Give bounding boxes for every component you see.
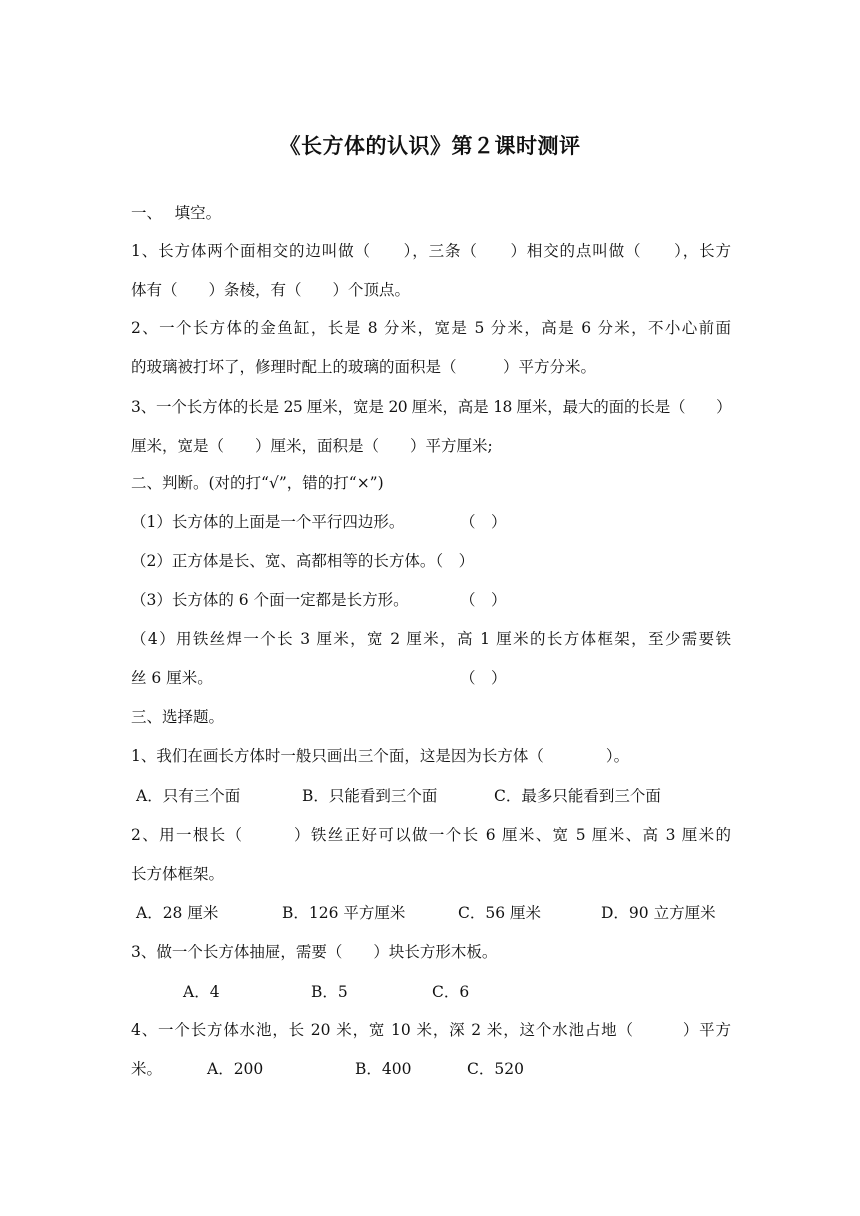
judge-item-2: （2）正方体是长、宽、高都相等的长方体。（ ）: [131, 552, 475, 570]
choice-q3: 3、做一个长方体抽屉，需要（ ）块长方形木板。: [131, 943, 498, 961]
fill-q1-line2: 体有（ ）条棱，有（ ）个顶点。: [131, 281, 411, 299]
choice-q4-option-c: C．520: [467, 1060, 524, 1078]
fill-q3-line1: 3、一个长方体的长是 25 厘米，宽是 20 厘米，高是 18 厘米，最大的面的长是（ ）: [131, 398, 731, 416]
section-judge-heading: 二、判断。(对的打“√”，错的打“×”): [131, 474, 384, 492]
choice-q3-option-b: B．5: [311, 983, 348, 1001]
choice-q1: 1、我们在画长方体时一般只画出三个面，这是因为长方体（ ）。: [131, 747, 630, 765]
judge-item-3: （3）长方体的 6 个面一定都是长方形。: [131, 591, 409, 609]
choice-q1-option-c: C．最多只能看到三个面: [494, 787, 661, 805]
judge-item-4-line2: 丝 6 厘米。: [131, 669, 213, 687]
choice-q1-option-b: B．只能看到三个面: [302, 787, 438, 805]
choice-q2-option-c: C．56 厘米: [458, 904, 542, 922]
section-fill-heading: 一、 填空。: [131, 204, 222, 222]
judge-item-3-answer: （ ）: [460, 591, 507, 609]
choice-q2-line2: 长方体框架。: [131, 865, 225, 883]
judge-item-4-line1: （4）用铁丝焊一个长 3 厘米，宽 2 厘米，高 1 厘米的长方体框架，至少需要铁: [131, 630, 731, 648]
fill-q2-line2: 的玻璃被打坏了，修理时配上的玻璃的面积是（ ）平方分米。: [131, 358, 597, 376]
choice-q2-option-a: A．28 厘米: [136, 904, 219, 922]
choice-q4-option-a: A．200: [207, 1060, 264, 1078]
choice-q4-line1: 4、一个长方体水池，长 20 米，宽 10 米，深 2 米，这个水池占地（ ）平方: [131, 1021, 731, 1039]
fill-q3-line2: 厘米，宽是（ ）厘米，面积是（ ）平方厘米;: [131, 437, 493, 455]
choice-q3-option-c: C．6: [432, 983, 470, 1001]
choice-q4-option-b: B．400: [355, 1060, 412, 1078]
fill-q2-line1: 2、一个长方体的金鱼缸，长是 8 分米，宽是 5 分米，高是 6 分米，不小心前面: [131, 319, 731, 337]
section-choice-heading: 三、选择题。: [131, 708, 225, 726]
judge-item-1-answer: （ ）: [460, 513, 507, 531]
judge-item-1: （1）长方体的上面是一个平行四边形。: [131, 513, 405, 531]
choice-q4-line2: 米。: [131, 1060, 163, 1078]
choice-q3-option-a: A．4: [183, 983, 220, 1001]
choice-q2-option-d: D．90 立方厘米: [601, 904, 716, 922]
page-title: 《长方体的认识》第２课时测评: [279, 134, 581, 158]
choice-q1-option-a: A．只有三个面: [136, 787, 241, 805]
fill-q1-line1: 1、长方体两个面相交的边叫做（ ），三条（ ）相交的点叫做（ ），长方: [131, 242, 731, 260]
choice-q2-option-b: B．126 平方厘米: [282, 904, 406, 922]
choice-q2-line1: 2、用一根长（ ）铁丝正好可以做一个长 6 厘米、宽 5 厘米、高 3 厘米的: [131, 826, 731, 844]
judge-item-4-answer: （ ）: [460, 669, 507, 687]
